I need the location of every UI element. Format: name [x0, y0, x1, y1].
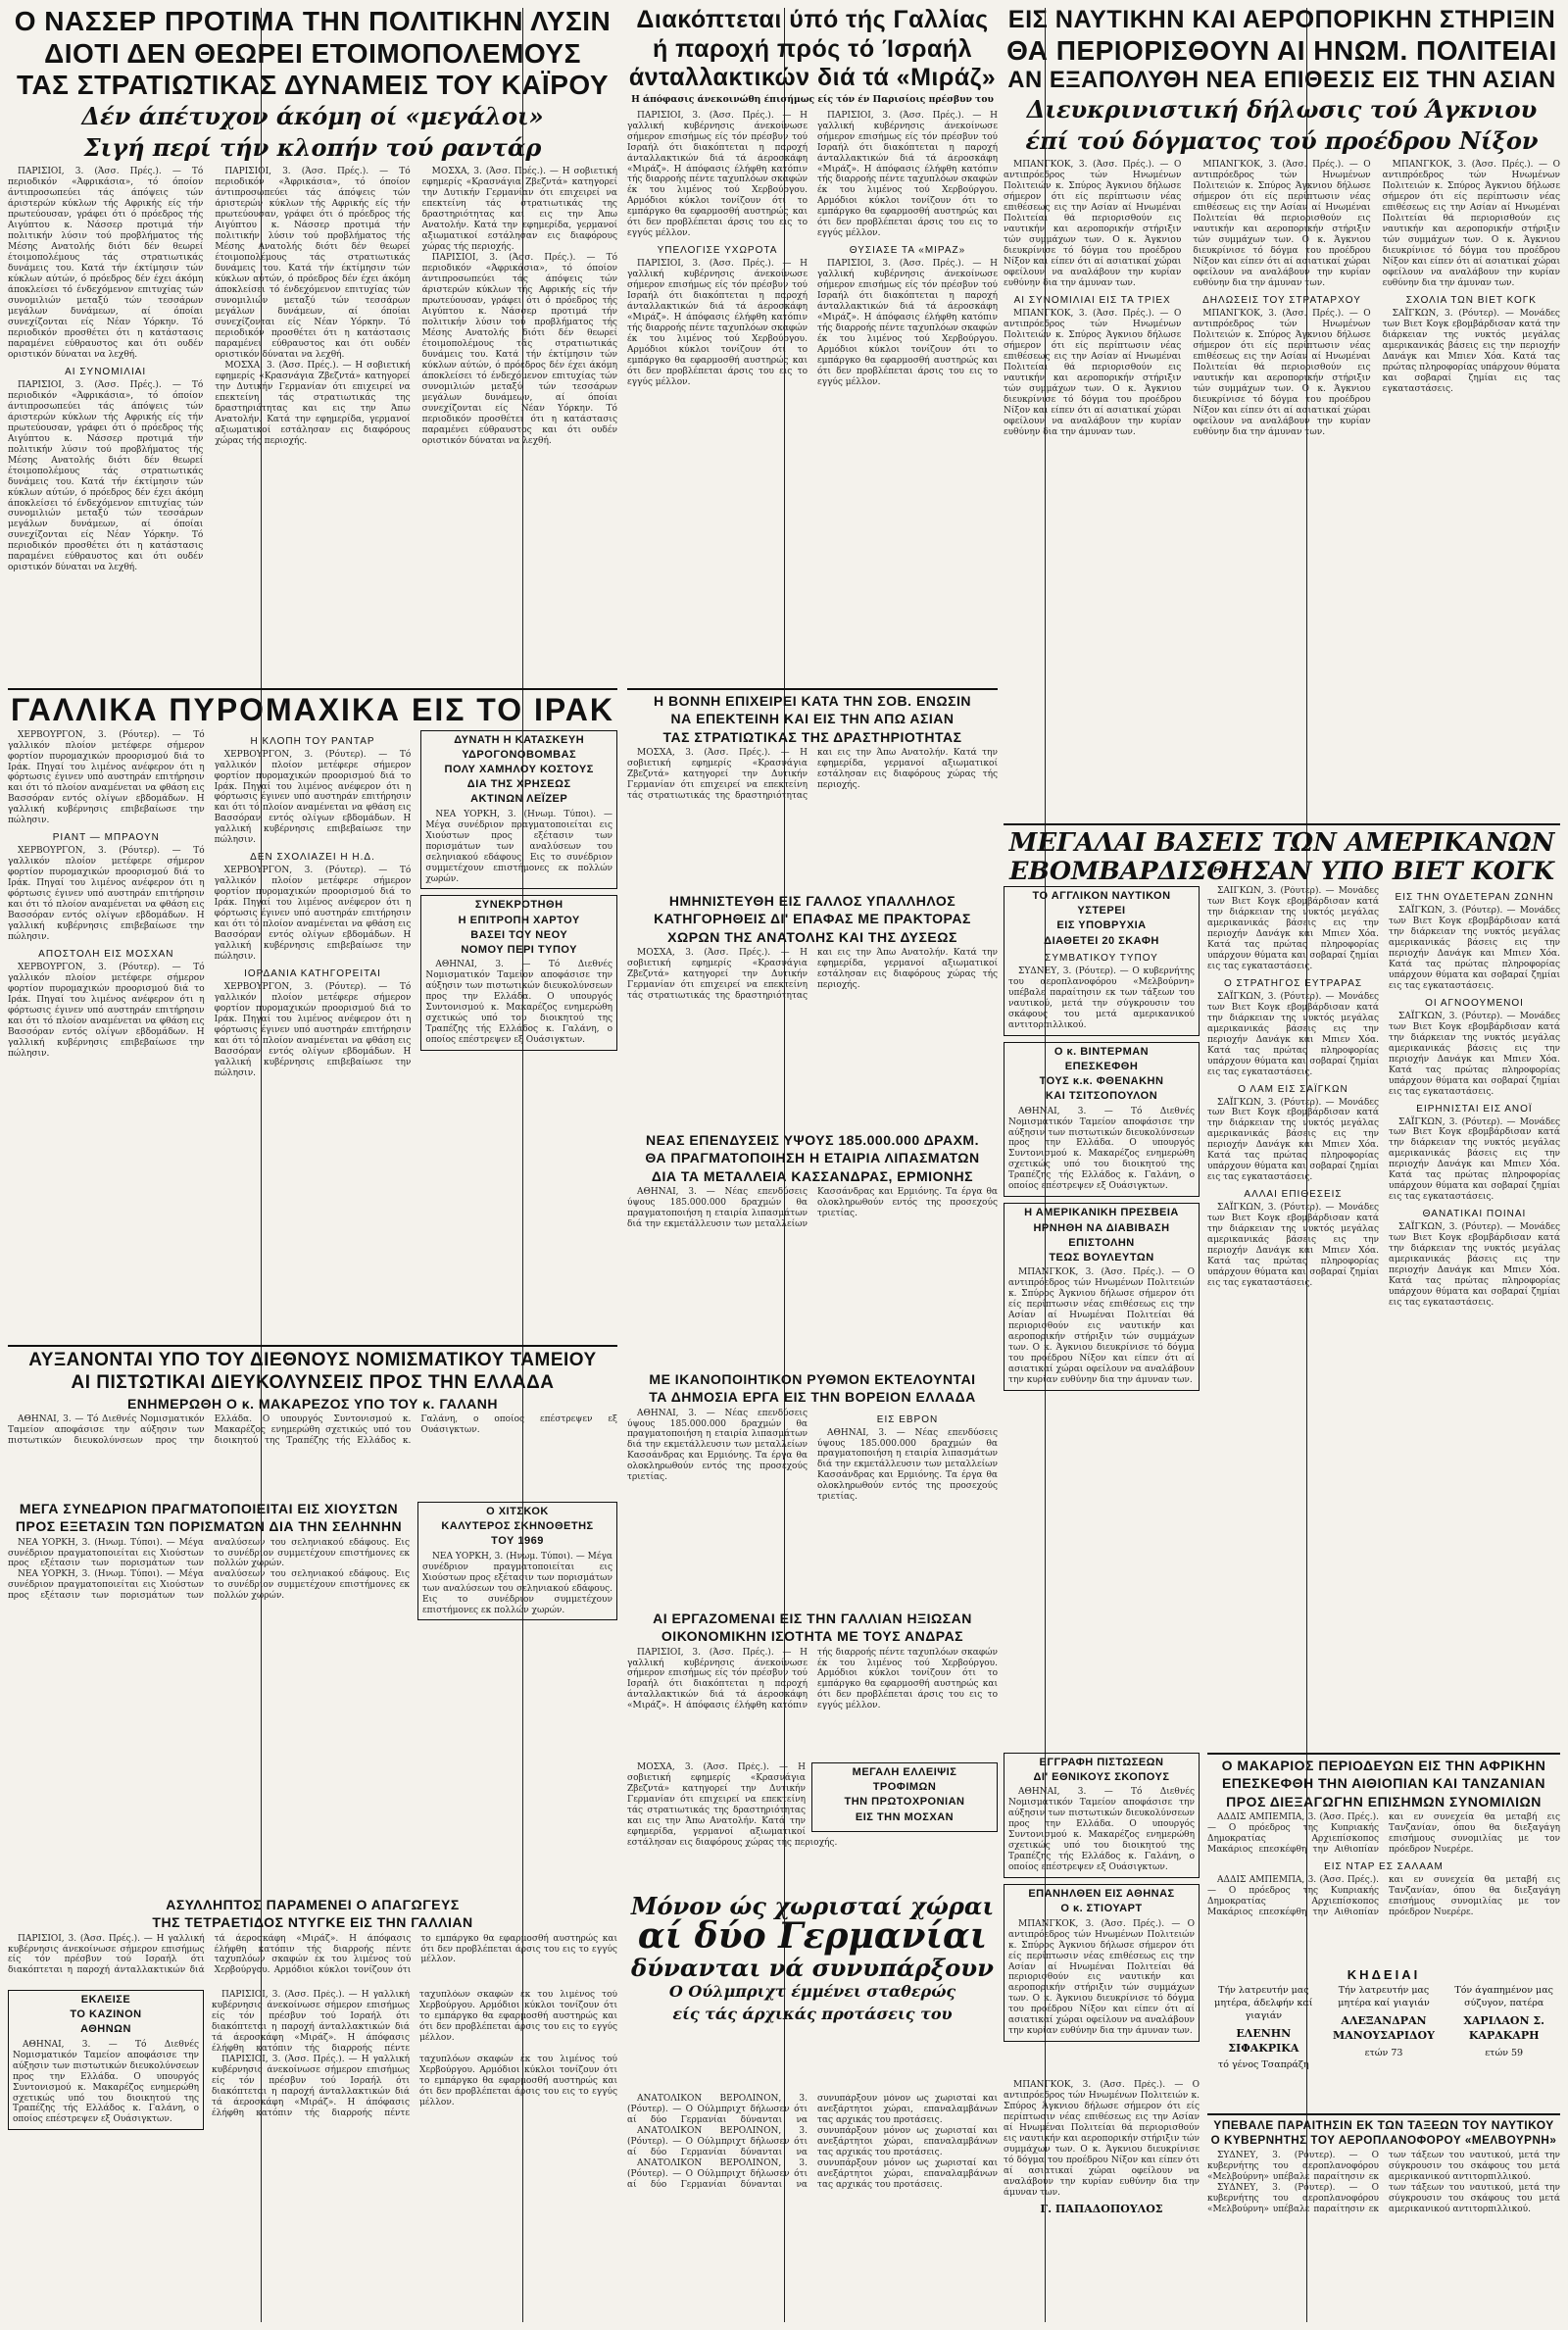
headline-vietcong-1: ΜΕΓΑΛΑΙ ΒΑΣΕΙΣ ΤΩΝ ΑΜΕΡΙΚΑΝΩΝ [1008, 829, 1555, 858]
article-text: ΣΑΪΓΚΩΝ, 3. (Ρόυτερ). — Μονάδες των Βιετ Κογκ εβομβάρδισαν κατά την διάρκειαν της νυκτός μεγάλας αμερικανικάς βάσεις εις την περιοχήν Δανάγκ και Μπιεν Χόα. Κατά τας πρώτας πληροφορίας υπάρχουν θύματα και σοβαραί ζημίαι εις τας εγκαταστάσεις. [1207, 886, 1379, 971]
headline-germany-3: δύνανται νά συνυπάρξουν [631, 1954, 994, 1983]
divider [1207, 2113, 1560, 2115]
section-kicker: ΟΙ ΑΓΝΟΟΥΜΕΝΟΙ [1425, 997, 1524, 1009]
headline-bonn-3: ΤΑΣ ΣΤΡΑΤΙΩΤΙΚΑΣ ΤΗΣ ΔΡΑΣΤΗΡΙΟΤΗΤΑΣ [662, 728, 962, 745]
section-kicker: ΕΙΣ ΕΒΡΟΝ [876, 1413, 939, 1425]
headline-kidnap-2: ΤΗΣ ΤΕΤΡΑΕΤΙΔΟΣ ΝΤΥΓΚΕ ΕΙΣ ΤΗΝ ΓΑΛΛΙΑΝ [152, 1914, 473, 1931]
article-text: ΣΑΪΓΚΩΝ, 3. (Ρόυτερ). — Μονάδες των Βιετ Κογκ εβομβάρδισαν κατά την διάρκειαν της νυκτός μεγάλας αμερικανικάς βάσεις εις την περιοχήν Δανάγκ και Μπιεν Χόα. Κατά τας πρώτας πληροφορίας υπάρχουν θύματα και σοβαραί ζημίαι εις τας εγκαταστάσεις. [1207, 1097, 1379, 1183]
section-kicker: ΥΠΕΛΟΓΙΣΕ ΥΧΩΡΟΤΑ [657, 245, 778, 257]
headline-kidnap-1: ΑΣΥΛΛΗΠΤΟΣ ΠΑΡΑΜΕΝΕΙ Ο ΑΠΑΓΩΓΕΥΣ [166, 1898, 460, 1912]
obituary-name: ΑΛΕΞΑΝΔΡΑΝ ΜΑΝΟΥΣΑΡΙΔΟΥ [1333, 2013, 1435, 2042]
headline-mirage-3: άνταλλακτικών διά τά «Μιράζ» [628, 64, 997, 91]
article-text: ΧΕΡΒΟΥΡΓΟΝ, 3. (Ρόυτερ). — Τό γαλλικόν πλοίον μετέφερε σήμερον φορτίον πυρομαχικών προορισμού διά το Ιράκ. Πηγαί του λιμένος ανέφερον ότι η φόρτωσις έγινεν υπό αυστηράν επιτήρησιν και ότι τό πλοίον αναμένεται να φθάση εις Βασσόραν εντός ολίγων εβδομάδων. Η γαλλική κυβέρνησις επιβεβαίωσε την πώλησιν. [8, 846, 205, 943]
section-kicker: ΕΙΡΗΝΙΣΤΑΙ ΕΙΣ ΑΝΟΪ [1416, 1103, 1533, 1115]
article-text: ΑΝΑΤΟΛΙΚΟΝ ΒΕΡΟΛΙΝΟΝ, 3. (Ρόυτερ). — Ο Ούλμπριχτ δήλωσεν ότι αί δύο Γερμανίαι δύνανται να συνυπάρξουν μόνον ως χωρισταί και ανεξάρτητοι χώραι, επαναλαμβάνων τας αρχικάς του προτάσεις. [627, 2157, 998, 2190]
article-text: ΝΕΑ ΥΟΡΚΗ, 3. (Ηνωμ. Τύποι). — Μέγα συνέδριον πραγματοποιείται εις Χιούστων προς εξέτασιν των πορισμάτων των αναλύσεων του σεληνιακού εδάφους. Εις το συνέδριον συμμετέχουν επιστήμονες εκ πολλών χωρών. [8, 1537, 410, 1569]
obituary-2 [1328, 1985, 1441, 2072]
headline-iraq: ΓΑΛΛΙΚΑ ΠΥΡΟΜΑΧΙΚΑ ΕΙΣ ΤΟ ΙΡΑΚ [11, 694, 614, 727]
article-text: ΠΑΡΙΣΙΟΙ, 3. (Άσσ. Πρές.). — Η γαλλική κυβέρνησις άνεκοίνωσε σήμερον επισήμως είς τόν πρέσβυν τού Ισραήλ ότι διακόπτεται η παροχή άνταλλακτικών διά τά άεροσκάφη «Μιράζ». Η άπόφασις έλήφθη κατόπιν τής διαρροής πέντε ταχυπλόων σκαφών έκ του λιμένος τού Χερβούργου. Αρμόδιοι κύκλοι τονίζουν ότι το εμπάργκο θα εφαρμοσθή αυστηρώς και ότι δεν προβλέπεται άρσις του εις το εγγύς μέλλον. [627, 1647, 998, 1711]
headline-hitchcock-3: ΤΟΥ 1969 [491, 1535, 544, 1548]
article-text: ΧΕΡΒΟΥΡΓΟΝ, 3. (Ρόυτερ). — Τό γαλλικόν πλοίον μετέφερε σήμερον φορτίον πυρομαχικών προορισμού διά το Ιράκ. Πηγαί του λιμένος ανέφερον ότι η φόρτωσις έγινεν υπό αυστηράν επιτήρησιν και ότι τό πλοίον αναμένεται να φθάση εις Βασσόραν εντός ολίγων εβδομάδων. Η γαλλική κυβέρνησις επιβεβαίωσε την πώλησιν. [8, 729, 205, 826]
obituary-note: τό γένος Τσαπράζη [1217, 2059, 1309, 2071]
subheadline-mirage: Η άπόφασις άνεκοινώθη έπισήμως είς τόν έν Παρισίοις πρέσβυν του [631, 93, 994, 105]
article-text: ΜΠΑΝΓΚΟΚ, 3. (Άσσ. Πρές.). — Ο αντιπρόεδρος τών Ηνωμένων Πολιτειών κ. Σπύρος Άγκνιου δήλωσε σήμερον ότι είς περίπτωσιν νέας επιθέσεως εις την Ασίαν αί Ηνωμέναι Πολιτείαι θά περιορισθούν εις ναυτικήν και αεροπορικήν στήριξιν τών συμμάχων των. Ο κ. Άγκνιου διευκρίνισε τό δόγμα του προέδρου Νίξον και είπεν ότι αί ασιατικαί χώραι οφείλουν να αναλάβουν την κυρίαν ευθύνην δια την άμυναν των. [1193, 309, 1371, 437]
section-kicker: Ο ΣΤΡΑΤΗΓΟΣ ΕΥΤΡΑΡΑΣ [1223, 977, 1363, 989]
divider [8, 1345, 617, 1347]
headline-nasser-3: ΤΑΣ ΣΤΡΑΤΙΩΤΙΚΑΣ ΔΥΝΑΜΕΙΣ ΤΟΥ ΚΑΪΡΟΥ [16, 70, 610, 101]
story-navy-col [1004, 886, 1200, 1749]
article-text: ΑΔΔΙΣ ΑΜΠΕΜΠΑ, 3. (Άσσ. Πρές.). — Ο πρόεδρος της Κυπριακής Δημοκρατίας Αρχιεπίσκοπος Μακάριος επεσκέφθη την Αιθιοπίαν και εν συνεχεία θα μεταβή εις Τανζανίαν, όπου θα διεξαγάγη επισήμους συνομιλίας με τον πρόεδρον Νυερέρε. [1207, 1811, 1560, 1855]
subheadline-nasser-1: Δέν άπέτυχον άκόμη οί «μεγάλοι» [81, 101, 544, 130]
obituary-note: ετών 73 [1364, 2047, 1403, 2058]
article-text: ΠΑΡΙΣΙΟΙ, 3. (Άσσ. Πρές.). — Η γαλλική κυβέρνησις άνεκοίνωσε σήμερον επισήμως είς τόν πρέσβυν τού Ισραήλ ότι διακόπτεται η παροχή άνταλλακτικών διά τά άεροσκάφη «Μιράζ». Η άπόφασις έλήφθη κατόπιν τής διαρροής πέντε ταχυπλόων σκαφών έκ του λιμένος τού Χερβούργου. Αρμόδιοι κύκλοι τονίζουν ότι το εμπάργκο θα εφαρμοσθή αυστηρώς και ότι δεν προβλέπεται άρσις του εις το εγγύς μέλλον. [627, 259, 808, 387]
article-text: ΠΑΡΙΣΙΟΙ, 3. (Άσσ. Πρές.). — Η γαλλική κυβέρνησις άνεκοίνωσε σήμερον επισήμως είς τόν πρέσβυν τού Ισραήλ ότι διακόπτεται η παροχή άνταλλακτικών διά τά άεροσκάφη «Μιράζ». Η άπόφασις έλήφθη κατόπιν τής διαρροής πέντε ταχυπλόων σκαφών έκ του λιμένος τού Χερβούργου. Αρμόδιοι κύκλοι τονίζουν ότι το εμπάργκο θα εφαρμοσθή αυστηρώς και ότι δεν προβλέπεται άρσις του εις το εγγύς μέλλον. [627, 110, 808, 239]
headline-bonn-1: Η ΒΟΝΝΗ ΕΠΙΧΕΙΡΕΙ ΚΑΤΑ ΤΗΝ ΣΟΒ. ΕΝΩΣΙΝ [653, 694, 972, 709]
headline-naval-2: ΘΑ ΠΕΡΙΟΡΙΣΘΟΥΝ ΑΙ ΗΝΩΜ. ΠΟΛΙΤΕΙΑΙ [1006, 34, 1557, 66]
section-kicker: ΣΥΜΒΑΤΙΚΟΥ ΤΥΠΟΥ [1045, 952, 1158, 964]
headline-moon-2: ΠΡΟΣ ΕΞΕΤΑΣΙΝ ΤΩΝ ΠΟΡΙΣΜΑΤΩΝ ΔΙΑ ΤΗΝ ΣΕΛΗΝΗΝ [15, 1518, 403, 1535]
guarantees-box [1004, 1753, 1200, 1878]
subheadline-naval-1: Διευκρινιστική δήλωσις τού Άγκνιου [1026, 94, 1538, 124]
headline-frost-1: ΜΕΓΑΛΗ ΕΛΛΕΙΨΙΣ [852, 1766, 957, 1778]
navy-box [1004, 886, 1200, 1036]
casino-box [8, 1990, 204, 2130]
article-text: ΑΘΗΝΑΙ, 3. — Τό Διεθνές Νομισματικόν Ταμείον αποφάσισε την αύξησιν των πιστωτικών διευκολύνσεων προς την Ελλάδα. Ο υπουργός Συντονισμού κ. Μακαρέζος ενημερώθη σχετικώς υπό του διοικητού της Τραπέζης τής Ελλάδος κ. Γαλάνη, ο οποίος επέστρεψεν εξ Ουάσιγκτων. [425, 960, 613, 1046]
story-germany-body [627, 2094, 998, 2323]
article-text: ΠΑΡΙΣΙΟΙ, 3. (Άσσ. Πρές.). — Η γαλλική κυβέρνησις άνεκοίνωσε σήμερον επισήμως είς τόν πρέσβυν τού Ισραήλ ότι διακόπτεται η παροχή άνταλλακτικών διά τά άεροσκάφη «Μιράζ». Η άπόφασις έλήφθη κατόπιν τής διαρροής πέντε ταχυπλόων σκαφών έκ του λιμένος τού Χερβούργου. Αρμόδιοι κύκλοι τονίζουν ότι το εμπάργκο θα εφαρμοσθή αυστηρώς και ότι δεν προβλέπεται άρσις του εις το εγγύς μέλλον. [212, 1990, 617, 2054]
story-nasser [8, 8, 617, 684]
article-text: ΣΑΪΓΚΩΝ, 3. (Ρόυτερ). — Μονάδες των Βιετ Κογκ εβομβάρδισαν κατά την διάρκειαν της νυκτός μεγάλας αμερικανικάς βάσεις εις την περιοχήν Δανάγκ και Μπιεν Χόα. Κατά τας πρώτας πληροφορίας υπάρχουν θύματα και σοβαραί ζημίαι εις τας εγκαταστάσεις. [1389, 1011, 1560, 1097]
article-text: ΠΑΡΙΣΙΟΙ, 3. (Άσσ. Πρές.). — Η γαλλική κυβέρνησις άνεκοίνωσε σήμερον επισήμως είς τόν πρέσβυν τού Ισραήλ ότι διακόπτεται η παροχή άνταλλακτικών διά τά άεροσκάφη «Μιράζ». Η άπόφασις έλήφθη κατόπιν τής διαρροής πέντε ταχυπλόων σκαφών έκ του λιμένος τού Χερβούργου. Αρμόδιοι κύκλοι τονίζουν ότι το εμπάργκο θα εφαρμοσθή αυστηρώς και ότι δεν προβλέπεται άρσις του εις το εγγύς μέλλον. [817, 110, 998, 239]
frost-box [811, 1762, 998, 1832]
article-text: ΑΘΗΝΑΙ, 3. — Τό Διεθνές Νομισματικόν Ταμείον αποφάσισε την αύξησιν των πιστωτικών διευκολύνσεων προς την Ελλάδα. Ο υπουργός Συντονισμού κ. Μακαρέζος ενημερώθη σχετικώς υπό του διοικητού της Τραπέζης τής Ελλάδος κ. Γαλάνη, ο οποίος επέστρεψεν εξ Ουάσιγκτων. [13, 2039, 199, 2125]
headline-laser-4: ΔΙΑ ΤΗΣ ΧΡΗΣΕΩΣ [466, 778, 571, 791]
headline-mirage-2: ή παροχή πρός τό Ίσραήλ [652, 34, 973, 63]
headline-paper-1: ΣΥΝΕΚΡΟΤΗΘΗ [474, 899, 564, 912]
article-text: ΜΠΑΝΓΚΟΚ, 3. (Άσσ. Πρές.). — Ο αντιπρόεδρος τών Ηνωμένων Πολιτειών κ. Σπύρος Άγκνιου δήλωσε σήμερον ότι είς περίπτωσιν νέας επιθέσεως εις την Ασίαν αί Ηνωμέναι Πολιτείαι θά περιορισθούν εις ναυτικήν και αεροπορικήν στήριξιν τών συμμάχων των. Ο κ. Άγκνιου διευκρίνισε τό δόγμα του προέδρου Νίξον και είπεν ότι αί ασιατικαί χώραι οφείλουν να αναλάβουν την κυρίαν ευθύνην δια την άμυναν των. [1004, 2080, 1200, 2198]
headline-guarantees-1: ΕΓΓΡΑΦΗ ΠΙΣΤΩΣΕΩΝ [1039, 1757, 1164, 1768]
headline-french-2: ΚΑΤΗΓΟΡΗΘΕΙΣ ΔΙ' ΕΠΑΦΑΣ ΜΕ ΠΡΑΚΤΟΡΑΣ [654, 911, 971, 927]
article-text: ΜΠΑΝΓΚΟΚ, 3. (Άσσ. Πρές.). — Ο αντιπρόεδρος τών Ηνωμένων Πολιτειών κ. Σπύρος Άγκνιου δήλωσε σήμερον ότι είς περίπτωσιν νέας επιθέσεως εις την Ασίαν αί Ηνωμέναι Πολιτείαι θά περιορισθούν εις ναυτικήν και αεροπορικήν στήριξιν τών συμμάχων των. Ο κ. Άγκνιου διευκρίνισε τό δόγμα του προέδρου Νίξον και είπεν ότι αί ασιατικαί χώραι οφείλουν να αναλάβουν την κυρίαν ευθύνην δια την άμυναν των. [1008, 1267, 1195, 1385]
headline-navy-1: ΤΟ ΑΓΓΛΙΚΟΝ ΝΑΥΤΙΚΟΝ [1032, 890, 1171, 902]
signature: Γ. ΠΑΠΑΔΟΠΟΥΛΟΣ [1040, 2202, 1163, 2215]
headline-frost-4: ΕΙΣ ΤΗΝ ΜΟΣΧΑΝ [855, 1810, 955, 1823]
obituary-name: ΧΑΡΙΛΑΟΝ Σ. ΚΑΡΑΚΑΡΗ [1463, 2013, 1544, 2042]
article-text: ΜΟΣΧΑ, 3. (Άσσ. Πρές.). — Η σοβιετική εφημερίς «Κρασνάγια Ζβεζντά» κατηγορεί την Δυτικήν Γερμανίαν ότι επιχειρεί να επεκτείνη τάς στρατιωτικάς της δραστηριότητας και εις την Άπω Ανατολήν. Κατά την εφημερίδα, γερμανοί αξιωματικοί εστάλησαν εις διαφόρους χώρας τής περιοχής. [627, 747, 998, 801]
article-text: ΠΑΡΙΣΙΟΙ, 3. (Άσσ. Πρές.). — Τό περιοδικόν «Άφρικάσια», τό όποίον άντιπροσωπεύει τάς άπόψεις τών άριστερών κύκλων τής Αφρικής είς τήν πρωτεύουσαν, γράφει ότι ό πρόεδρος τής Αιγύπτου κ. Νάσσερ προτιμά τήν πολιτικήν λύσιν τού προβλήματος τής Μέσης Ανατολής διότι δέν θεωρεί έτοιμοπολέμους τάς στρατιωτικάς δυνάμεις του. Κατά τήν έκτίμησιν τών κύκλων αύτών, ό πρόεδρος δέν έχει άκόμη άποκλείσει τό ένδεχόμενον επιτυχίας τών συνομιλιών μεταξύ τών τεσσάρων μεγάλων δυνάμεων, αί όποίαι συνεχίζονται είς Νέαν Υόρκην. Τό περιοδικόν προσθέτει ότι η κατάστασις παραμένει εύθραυστος και ότι ουδέν οριστικόν δύναται να λεχθή. [8, 379, 204, 573]
section-kicker: ΡΙΑΝΤ — ΜΠΡΑΟΥΝ [52, 832, 160, 844]
headline-hitchcock-2: ΚΑΛΥΤΕΡΟΣ ΣΚΗΝΟΘΕΤΗΣ [441, 1520, 594, 1533]
story-makarios [1207, 1759, 1560, 1964]
article-text: ΜΠΑΝΓΚΟΚ, 3. (Άσσ. Πρές.). — Ο αντιπρόεδρος τών Ηνωμένων Πολιτειών κ. Σπύρος Άγκνιου δήλωσε σήμερον ότι είς περίπτωσιν νέας επιθέσεως εις την Ασίαν αί Ηνωμέναι Πολιτείαι θά περιορισθούν εις ναυτικήν και αεροπορικήν στήριξιν τών συμμάχων των. Ο κ. Άγκνιου διευκρίνισε τό δόγμα του προέδρου Νίξον και είπεν ότι αί ασιατικαί χώραι οφείλουν να αναλάβουν την κυρίαν ευθύνην δια την άμυναν των. [1008, 1918, 1195, 2037]
divider [627, 688, 998, 690]
embassy-box [1004, 1203, 1200, 1391]
headline-nasser-2: ΔΙΟΤΙ ΔΕΝ ΘΕΩΡΕΙ ΕΤΟΙΜΟΠΟΛΕΜΟΥΣ [44, 37, 581, 69]
section-kicker: ΘΥΣΙΑΣΕ ΤΑ «ΜΙΡΑΖ» [849, 245, 966, 257]
headline-french-3: ΧΩΡΩΝ ΤΗΣ ΑΝΑΤΟΛΗΣ ΚΑΙ ΤΗΣ ΔΥΣΕΩΣ [667, 928, 957, 945]
article-text: ΠΑΡΙΣΙΟΙ, 3. (Άσσ. Πρές.). — Τό περιοδικόν «Άφρικάσια», τό όποίον άντιπροσωπεύει τάς άπόψεις τών άριστερών κύκλων τής Αφρικής είς τήν πρωτεύουσαν, γράφει ότι ό πρόεδρος τής Αιγύπτου κ. Νάσσερ προτιμά τήν πολιτικήν λύσιν τού προβλήματος τής Μέσης Ανατολής διότι δέν θεωρεί έτοιμοπολέμους τάς στρατιωτικάς δυνάμεις του. Κατά τήν έκτίμησιν τών κύκλων αύτών, ό πρόεδρος δέν έχει άκόμη άποκλείσει τό ένδεχόμενον επιτυχίας τών συνομιλιών μεταξύ τών τεσσάρων μεγάλων δυνάμεων, αί όποίαι συνεχίζονται είς Νέαν Υόρκην. Τό περιοδικόν προσθέτει ότι η κατάστασις παραμένει εύθραυστος και ότι ουδέν οριστικόν δύναται να λεχθή. [215, 167, 411, 360]
article-text: ΣΑΪΓΚΩΝ, 3. (Ρόυτερ). — Μονάδες των Βιετ Κογκ εβομβάρδισαν κατά την διάρκειαν της νυκτός μεγάλας αμερικανικάς βάσεις εις την περιοχήν Δανάγκ και Μπιεν Χόα. Κατά τας πρώτας πληροφορίας υπάρχουν θύματα και σοβαραί ζημίαι εις τας εγκαταστάσεις. [1207, 1203, 1379, 1289]
story-resignation [1207, 2119, 1560, 2323]
obituary-intro: Τήν λατρευτήν μας μητέρα, άδελφήν καί γιαγιάν [1214, 1985, 1313, 2021]
section-kicker: ΣΧΟΛΙΑ ΤΩΝ ΒΙΕΤ ΚΟΓΚ [1405, 295, 1537, 307]
headline-frost-2: ΤΡΟΦΙΜΩΝ [872, 1781, 937, 1794]
laser-box [420, 730, 617, 890]
headline-laser-2: ΥΔΡΟΓΟΝΟΒΟΜΒΑΣ [462, 748, 577, 761]
headline-naval-3: ΑΝ ΕΞΑΠΟΛΥΘΗ ΝΕΑ ΕΠΙΘΕΣΙΣ ΕΙΣ ΤΗΝ ΑΣΙΑΝ [1007, 67, 1556, 94]
article-text: ΣΥΔΝΕΥ, 3. (Ρόυτερ). — Ο κυβερνήτης του αεροπλανοφόρου «Μελβούρνη» υπέβαλε παραίτησιν εκ των τάξεων του ναυτικού, μετά την σύγκρουσιν του σκάφους του μετά αμερικανικού αντιτορπιλλικού. [1207, 2151, 1560, 2183]
paper-committee-box [420, 895, 617, 1051]
article-text: ΜΟΣΧΑ, 3. (Άσσ. Πρές.). — Η σοβιετική εφημερίς «Κρασνάγια Ζβεζντά» κατηγορεί την Δυτικήν Γερμανίαν ότι επιχειρεί να επεκτείνη τάς στρατιωτικάς της δραστηριότητας και εις την Άπω Ανατολήν. Κατά την εφημερίδα, γερμανοί αξιωματικοί εστάλησαν εις διαφόρους χώρας τής περιοχής. [215, 360, 411, 446]
story-investment [627, 1133, 998, 1368]
article-text: ΑΘΗΝΑΙ, 3. — Νέας επενδύσεις ύψους 185.000.000 δραχμών θα πραγματοποιήση η εταιρία λιπασμάτων διά την εκμετάλλευσιν των μεταλλείων Κασσάνδρας και Ερμιόνης. Τα έργα θα ολοκληρωθούν εντός της προσεχούς τριετίας. [627, 1408, 808, 1483]
headline-germany-1: Μόνον ώς χωρισταί χώραι [630, 1894, 995, 1920]
headline-mirage-1: Διακόπτεται ύπό τής Γαλλίας [636, 8, 989, 33]
article-text: ΣΑΪΓΚΩΝ, 3. (Ρόυτερ). — Μονάδες των Βιετ Κογκ εβομβάρδισαν κατά την διάρκειαν της νυκτός μεγάλας αμερικανικάς βάσεις εις την περιοχήν Δανάγκ και Μπιεν Χόα. Κατά τας πρώτας πληροφορίας υπάρχουν θύματα και σοβαραί ζημίαι εις τας εγκαταστάσεις. [1389, 1116, 1560, 1203]
obituaries-heading: ΚΗΔΕΙΑΙ [1347, 1968, 1421, 1982]
headline-paper-4: ΝΟΜΟΥ ΠΕΡΙ ΤΥΠΟΥ [461, 944, 577, 957]
story-kidnap-cont [212, 1990, 617, 2323]
headline-makarios-1: Ο ΜΑΚΑΡΙΟΣ ΠΕΡΙΟΔΕΥΩΝ ΕΙΣ ΤΗΝ ΑΦΡΙΚΗΝ [1221, 1759, 1546, 1773]
headline-winterman-1: Ο κ. ΒΙΝΤΕΡΜΑΝ [1054, 1045, 1150, 1058]
headline-women-2: ΟΙΚΟΝΟΜΙΚΗΝ ΙΣΟΤΗΤΑ ΜΕ ΤΟΥΣ ΑΝΔΡΑΣ [661, 1628, 964, 1645]
article-text: ΜΠΑΝΓΚΟΚ, 3. (Άσσ. Πρές.). — Ο αντιπρόεδρος τών Ηνωμένων Πολιτειών κ. Σπύρος Άγκνιου δήλωσε σήμερον ότι είς περίπτωσιν νέας επιθέσεως εις την Ασίαν αί Ηνωμέναι Πολιτείαι θά περιορισθούν εις ναυτικήν και αεροπορικήν στήριξιν τών συμμάχων των. Ο κ. Άγκνιου διευκρίνισε τό δόγμα του προέδρου Νίξον και είπεν ότι αί ασιατικαί χώραι οφείλουν να αναλάβουν την κυρίαν ευθύνην δια την άμυναν των. [1382, 160, 1560, 289]
headline-embassy-4: ΤΕΩΣ ΒΟΥΛΕΥΤΩΝ [1049, 1251, 1154, 1264]
story-moscow-frost [627, 1762, 998, 1890]
headline-resignation-2: Ο ΚΥΒΕΡΝΗΤΗΣ ΤΟΥ ΑΕΡΟΠΛΑΝΟΦΟΡΟΥ «ΜΕΛΒΟΥΡΝΗ» [1210, 2134, 1557, 2148]
story-signature [1004, 2080, 1200, 2323]
article-text: ΣΑΪΓΚΩΝ, 3. (Ρόυτερ). — Μονάδες των Βιετ Κογκ εβομβάρδισαν κατά την διάρκειαν της νυκτός μεγάλας αμερικανικάς βάσεις εις την περιοχήν Δανάγκ και Μπιεν Χόα. Κατά τας πρώτας πληροφορίας υπάρχουν θύματα και σοβαραί ζημίαι εις τας εγκαταστάσεις. [1389, 1222, 1560, 1309]
headline-laser-5: ΑΚΤΙΝΩΝ ΛΕΪΖΕΡ [470, 793, 568, 806]
article-text: ΑΝΑΤΟΛΙΚΟΝ ΒΕΡΟΛΙΝΟΝ, 3. (Ρόυτερ). — Ο Ούλμπριχτ δήλωσεν ότι αί δύο Γερμανίαι δύνανται να συνυπάρξουν μόνον ως χωρισταί και ανεξάρτητοι χώραι, επαναλαμβάνων τας αρχικάς του προτάσεις. [627, 2125, 998, 2157]
headline-imf-2: ΑΙ ΠΙΣΤΩΤΙΚΑΙ ΔΙΕΥΚΟΛΥΝΣΕΙΣ ΠΡΟΣ ΤΗΝ ΕΛΛΑΔΑ [71, 1372, 555, 1394]
story-mirage [627, 8, 998, 684]
story-imf [8, 1351, 617, 1498]
article-text: ΧΕΡΒΟΥΡΓΟΝ, 3. (Ρόυτερ). — Τό γαλλικόν πλοίον μετέφερε σήμερον φορτίον πυρομαχικών προορισμού διά το Ιράκ. Πηγαί του λιμένος ανέφερον ότι η φόρτωσις έγινεν υπό αυστηράν επιτήρησιν και ότι τό πλοίον αναμένεται να φθάση εις Βασσόραν εντός ολίγων εβδομάδων. Η γαλλική κυβέρνησις επιβεβαίωσε την πώλησιν. [214, 866, 412, 963]
headline-works-2: ΤΑ ΔΗΜΟΣΙΑ ΕΡΓΑ ΕΙΣ ΤΗΝ ΒΟΡΕΙΟΝ ΕΛΛΑΔΑ [649, 1389, 976, 1406]
headline-stuart-2: Ο κ. ΣΤΙΟΥΑΡΤ [1060, 1903, 1143, 1915]
article-text: ΑΝΑΤΟΛΙΚΟΝ ΒΕΡΟΛΙΝΟΝ, 3. (Ρόυτερ). — Ο Ούλμπριχτ δήλωσεν ότι αί δύο Γερμανίαι δύνανται να συνυπάρξουν μόνον ως χωρισταί και ανεξάρτητοι χώραι, επαναλαμβάνων τας αρχικάς του προτάσεις. [627, 2094, 998, 2125]
subheadline-naval-2: έπί τού δόγματος τού προέδρου Νίξον [1025, 126, 1539, 156]
article-text: ΜΠΑΝΓΚΟΚ, 3. (Άσσ. Πρές.). — Ο αντιπρόεδρος τών Ηνωμένων Πολιτειών κ. Σπύρος Άγκνιου δήλωσε σήμερον ότι είς περίπτωσιν νέας επιθέσεως εις την Ασίαν αί Ηνωμέναι Πολιτείαι θά περιορισθούν εις ναυτικήν και αεροπορικήν στήριξιν τών συμμάχων των. Ο κ. Άγκνιου διευκρίνισε τό δόγμα του προέδρου Νίξον και είπεν ότι αί ασιατικαί χώραι οφείλουν να αναλάβουν την κυρίαν ευθύνην δια την άμυναν των. [1193, 160, 1371, 289]
headline-naval-1: ΕΙΣ ΝΑΥΤΙΚΗΝ ΚΑΙ ΑΕΡΟΠΟΡΙΚΗΝ ΣΤΗΡΙΞΙΝ [1007, 8, 1556, 33]
article-text: ΠΑΡΙΣΙΟΙ, 3. (Άσσ. Πρές.). — Η γαλλική κυβέρνησις άνεκοίνωσε σήμερον επισήμως είς τόν πρέσβυν τού Ισραήλ ότι διακόπτεται η παροχή άνταλλακτικών διά τά άεροσκάφη «Μιράζ». Η άπόφασις έλήφθη κατόπιν τής διαρροής πέντε ταχυπλόων σκαφών έκ του λιμένος τού Χερβούργου. Αρμόδιοι κύκλοι τονίζουν ότι το εμπάργκο θα εφαρμοσθή αυστηρώς και ότι δεν προβλέπεται άρσις του εις το εγγύς μέλλον. [817, 259, 998, 387]
section-kicker: Ο ΛΑΜ ΕΙΣ ΣΑΪΓΚΩΝ [1238, 1083, 1348, 1095]
obituary-intro: Τόν άγαπημένον μας σύζυγον, πατέρα [1454, 1985, 1553, 2009]
headline-works-1: ΜΕ ΙΚΑΝΟΠΟΙΗΤΙΚΟΝ ΡΥΘΜΟΝ ΕΚΤΕΛΟΥΝΤΑΙ [649, 1372, 976, 1387]
headline-winterman-4: ΚΑΙ ΤΣΙΤΣΟΠΟΥΛΟΝ [1045, 1090, 1158, 1103]
headline-makarios-2: ΕΠΕΣΚΕΦΘΗ ΤΗΝ ΑΙΘΙΟΠΙΑΝ ΚΑΙ ΤΑΝΖΑΝΙΑΝ [1221, 1775, 1546, 1792]
headline-women-1: ΑΙ ΕΡΓΑΖΟΜΕΝΑΙ ΕΙΣ ΤΗΝ ΓΑΛΛΙΑΝ ΗΞΙΩΣΑΝ [653, 1611, 972, 1626]
headline-navy-2: ΥΣΤΕΡΕΙ [1077, 905, 1126, 917]
story-moon [8, 1502, 410, 1894]
divider [1004, 823, 1560, 825]
article-text: ΧΕΡΒΟΥΡΓΟΝ, 3. (Ρόυτερ). — Τό γαλλικόν πλοίον μετέφερε σήμερον φορτίον πυρομαχικών προορισμού διά το Ιράκ. Πηγαί του λιμένος ανέφερον ότι η φόρτωσις έγινεν υπό αυστηράν επιτήρησιν και ότι τό πλοίον αναμένεται να φθάση εις Βασσόραν εντός ολίγων εβδομάδων. Η γαλλική κυβέρνησις επιβεβαίωσε την πώλησιν. [214, 749, 412, 846]
article-text: ΠΑΡΙΣΙΟΙ, 3. (Άσσ. Πρές.). — Τό περιοδικόν «Άφρικάσια», τό όποίον άντιπροσωπεύει τάς άπόψεις τών άριστερών κύκλων τής Αφρικής είς τήν πρωτεύουσαν, γράφει ότι ό πρόεδρος τής Αιγύπτου κ. Νάσσερ προτιμά τήν πολιτικήν λύσιν τού προβλήματος τής Μέσης Ανατολής διότι δέν θεωρεί έτοιμοπολέμους τάς στρατιωτικάς δυνάμεις του. Κατά τήν έκτίμησιν τών κύκλων αύτών, ό πρόεδρος δέν έχει άκόμη άποκλείσει τό ένδεχόμενον επιτυχίας τών συνομιλιών μεταξύ τών τεσσάρων μεγάλων δυνάμεων, αί όποίαι συνεχίζονται είς Νέαν Υόρκην. Τό περιοδικόν προσθέτει ότι η κατάστασις παραμένει εύθραυστος και ότι ουδέν οριστικόν δύναται να λεχθή. [8, 167, 204, 360]
headline-casino-2: ΤΟ ΚΑΖΙΝΟΝ [70, 2008, 142, 2021]
headline-frost-3: ΤΗΝ ΠΡΩΤΟΧΡΟΝΙΑΝ [844, 1796, 965, 1809]
article-text: ΣΑΪΓΚΩΝ, 3. (Ρόυτερ). — Μονάδες των Βιετ Κογκ εβομβάρδισαν κατά την διάρκειαν της νυκτός μεγάλας αμερικανικάς βάσεις εις την περιοχήν Δανάγκ και Μπιεν Χόα. Κατά τας πρώτας πληροφορίας υπάρχουν θύματα και σοβαραί ζημίαι εις τας εγκαταστάσεις. [1207, 991, 1379, 1077]
article-text: ΑΘΗΝΑΙ, 3. — Τό Διεθνές Νομισματικόν Ταμείον αποφάσισε την αύξησιν των πιστωτικών διευκολύνσεων προς την Ελλάδα. Ο υπουργός Συντονισμού κ. Μακαρέζος ενημερώθη σχετικώς υπό του διοικητού της Τραπέζης τής Ελλάδος κ. Γαλάνη, ο οποίος επέστρεψεν εξ Ουάσιγκτων. [8, 1414, 617, 1446]
headline-casino-3: ΑΘΗΝΩΝ [80, 2023, 131, 2036]
subheadline-germany-2: είς τάς άρχικάς προτάσεις του [672, 2005, 953, 2024]
story-germany [627, 1894, 998, 2090]
subheadline-nasser-2: Σιγή περί τήν κλοπήν τού ραντάρ [83, 133, 542, 163]
winterman-box [1004, 1042, 1200, 1198]
headline-resignation-1: ΥΠΕΒΑΛΕ ΠΑΡΑΙΤΗΣΙΝ ΕΚ ΤΩΝ ΤΑΞΕΩΝ ΤΟΥ ΝΑΥΤΙΚΟΥ [1213, 2119, 1554, 2132]
article-text: ΜΠΑΝΓΚΟΚ, 3. (Άσσ. Πρές.). — Ο αντιπρόεδρος τών Ηνωμένων Πολιτειών κ. Σπύρος Άγκνιου δήλωσε σήμερον ότι είς περίπτωσιν νέας επιθέσεως εις την Ασίαν αί Ηνωμέναι Πολιτείαι θά περιορισθούν εις ναυτικήν και αεροπορικήν στήριξιν τών συμμάχων των. Ο κ. Άγκνιου διευκρίνισε τό δόγμα του προέδρου Νίξον και είπεν ότι αί ασιατικαί χώραι οφείλουν να αναλάβουν την κυρίαν ευθύνην δια την άμυναν των. [1004, 160, 1182, 289]
subheadline-germany-1: Ο Ούλμπριχτ έμμένει σταθερώς [668, 1981, 956, 2001]
section-kicker: ΘΑΝΑΤΙΚΑΙ ΠΟΙΝΑΙ [1422, 1209, 1527, 1220]
story-obituaries [1207, 1968, 1560, 2109]
story-iraq [8, 694, 617, 1341]
headline-bonn-2: ΝΑ ΕΠΕΚΤΕΙΝΗ ΚΑΙ ΕΙΣ ΤΗΝ ΑΠΩ ΑΣΙΑΝ [670, 711, 955, 727]
article-text: ΠΑΡΙΣΙΟΙ, 3. (Άσσ. Πρές.). — Η γαλλική κυβέρνησις άνεκοίνωσε σήμερον επισήμως είς τόν πρέσβυν τού Ισραήλ ότι διακόπτεται η παροχή άνταλλακτικών διά τά άεροσκάφη «Μιράζ». Η άπόφασις έλήφθη κατόπιν τής διαρροής πέντε ταχυπλόων σκαφών έκ του λιμένος τού Χερβούργου. Αρμόδιοι κύκλοι τονίζουν ότι το εμπάργκο θα εφαρμοσθή αυστηρώς και ότι δεν προβλέπεται άρσις του εις το εγγύς μέλλον. [8, 1933, 617, 1976]
section-kicker: ΑΠΟΣΤΟΛΗ ΕΙΣ ΜΟΣΧΑΝ [38, 949, 174, 961]
subheadline-imf: ΕΝΗΜΕΡΩΘΗ Ο κ. ΜΑΚΑΡΕΖΟΣ ΥΠΟ ΤΟΥ κ. ΓΑΛΑΝΗ [126, 1395, 499, 1412]
headline-invest-2: ΘΑ ΠΡΑΓΜΑΤΟΠΟΙΗΣΗ Η ΕΤΑΙΡΙΑ ΛΙΠΑΣΜΑΤΩΝ [645, 1150, 980, 1166]
headline-moon-1: ΜΕΓΑ ΣΥΝΕΔΡΙΟΝ ΠΡΑΓΜΑΤΟΠΟΙΕΙΤΑΙ ΕΙΣ ΧΙΟΥΣΤΩΝ [19, 1502, 399, 1516]
story-naval [1004, 8, 1560, 821]
headline-paper-3: ΒΑΣΕΙ ΤΟΥ ΝΕΟΥ [470, 928, 568, 941]
headline-guarantees-2: ΔΙ' ΕΘΝΙΚΟΥΣ ΣΚΟΠΟΥΣ [1033, 1771, 1170, 1784]
section-kicker: ΑΙ ΣΥΝΟΜΙΛΙΑΙ [65, 366, 147, 377]
article-text: ΧΕΡΒΟΥΡΓΟΝ, 3. (Ρόυτερ). — Τό γαλλικόν πλοίον μετέφερε σήμερον φορτίον πυρομαχικών προορισμού διά το Ιράκ. Πηγαί του λιμένος ανέφερον ότι η φόρτωσις έγινεν υπό αυστηράν επιτήρησιν και ότι τό πλοίον αναμένεται να φθάση εις Βασσόραν εντός ολίγων εβδομάδων. Η γαλλική κυβέρνησις επιβεβαίωσε την πώλησιν. [214, 982, 412, 1078]
divider [1207, 1753, 1560, 1755]
story-bonn [627, 694, 998, 890]
article-text: ΑΘΗΝΑΙ, 3. — Νέας επενδύσεις ύψους 185.000.000 δραχμών θα πραγματοποιήση η εταιρία λιπασμάτων διά την εκμετάλλευσιν των μεταλλείων Κασσάνδρας και Ερμιόνης. Τα έργα θα ολοκληρωθούν εντός της προσεχούς τριετίας. [627, 1186, 998, 1229]
headline-casino-1: ΕΚΛΕΙΣΕ [80, 1994, 131, 2006]
section-kicker: ΑΛΛΑΙ ΕΠΙΘΕΣΕΙΣ [1244, 1189, 1343, 1201]
story-women [627, 1611, 998, 1759]
headline-nasser-1: Ο ΝΑΣΣΕΡ ΠΡΟΤΙΜΑ ΤΗΝ ΠΟΛΙΤΙΚΗΝ ΛΥΣΙΝ [14, 8, 612, 36]
headline-embassy-3: ΕΠΙΣΤΟΛΗΝ [1068, 1236, 1135, 1249]
section-kicker: ΕΙΣ ΝΤΑΡ ΕΣ ΣΑΛΑΑΜ [1324, 1860, 1444, 1872]
article-text: ΠΑΡΙΣΙΟΙ, 3. (Άσσ. Πρές.). — Η γαλλική κυβέρνησις άνεκοίνωσε σήμερον επισήμως είς τόν πρέσβυν τού Ισραήλ ότι διακόπτεται η παροχή άνταλλακτικών διά τά άεροσκάφη «Μιράζ». Η άπόφασις έλήφθη κατόπιν τής διαρροής πέντε ταχυπλόων σκαφών έκ του λιμένος τού Χερβούργου. Αρμόδιοι κύκλοι τονίζουν ότι το εμπάργκο θα εφαρμοσθή αυστηρώς και ότι δεν προβλέπεται άρσις του εις το εγγύς μέλλον. [212, 2054, 617, 2118]
article-text: ΜΟΣΧΑ, 3. (Άσσ. Πρές.). — Η σοβιετική εφημερίς «Κρασνάγια Ζβεζντά» κατηγορεί την Δυτικήν Γερμανίαν ότι επιχειρεί να επεκτείνη τάς στρατιωτικάς της δραστηριότητας και εις την Άπω Ανατολήν. Κατά την εφημερίδα, γερμανοί αξιωματικοί εστάλησαν εις διαφόρους χώρας τής περιοχής. [627, 1762, 838, 1848]
headline-laser-3: ΠΟΛΥ ΧΑΜΗΛΟΥ ΚΟΣΤΟΥΣ [444, 764, 594, 776]
section-kicker: ΔΕΝ ΣΧΟΛΙΑΖΕΙ Η Η.Δ. [250, 852, 375, 864]
article-text: ΝΕΑ ΥΟΡΚΗ, 3. (Ηνωμ. Τύποι). — Μέγα συνέδριον πραγματοποιείται εις Χιούστων προς εξέτασιν των πορισμάτων των αναλύσεων του σεληνιακού εδάφους. Εις το συνέδριον συμμετέχουν επιστήμονες εκ πολλών χωρών. [8, 1569, 410, 1602]
hitchcock-box [417, 1502, 617, 1620]
article-text: ΑΔΔΙΣ ΑΜΠΕΜΠΑ, 3. (Άσσ. Πρές.). — Ο πρόεδρος της Κυπριακής Δημοκρατίας Αρχιεπίσκοπος Μακάριος επεσκέφθη την Αιθιοπίαν και εν συνεχεία θα μεταβή εις Τανζανίαν, όπου θα διεξαγάγη επισήμους συνομιλίας με τον πρόεδρον Νυερέρε. [1207, 1874, 1560, 1917]
headline-paper-2: Η ΕΠΙΤΡΟΠΗ ΧΑΡΤΟΥ [458, 914, 580, 926]
headline-stuart-1: ΕΠΑΝΗΛΘΕΝ ΕΙΣ ΑΘΗΝΑΣ [1028, 1888, 1175, 1901]
divider [8, 688, 617, 690]
article-text: ΝΕΑ ΥΟΡΚΗ, 3. (Ηνωμ. Τύποι). — Μέγα συνέδριον πραγματοποιείται εις Χιούστων προς εξέτασιν των πορισμάτων των αναλύσεων του σεληνιακού εδάφους. Εις το συνέδριον συμμετέχουν επιστήμονες εκ πολλών χωρών. [422, 1551, 612, 1615]
headline-makarios-3: ΠΡΟΣ ΔΙΕΞΑΓΩΓΗΝ ΕΠΙΣΗΜΩΝ ΣΥΝΟΜΙΛΙΩΝ [1226, 1793, 1542, 1809]
article-text: ΜΟΣΧΑ, 3. (Άσσ. Πρές.). — Η σοβιετική εφημερίς «Κρασνάγια Ζβεζντά» κατηγορεί την Δυτικήν Γερμανίαν ότι επιχειρεί να επεκτείνη τάς στρατιωτικάς της δραστηριότητας και εις την Άπω Ανατολήν. Κατά την εφημερίδα, γερμανοί αξιωματικοί εστάλησαν εις διαφόρους χώρας τής περιοχής. [627, 947, 998, 1001]
headline-hitchcock-1: Ο ΧΙΤΣΚΟΚ [486, 1506, 549, 1517]
headline-germany-2: αί δύο Γερμανίαι [637, 1915, 988, 1958]
obituary-3 [1447, 1985, 1560, 2072]
obituary-1 [1207, 1985, 1320, 2072]
article-text: ΣΑΪΓΚΩΝ, 3. (Ρόυτερ). — Μονάδες των Βιετ Κογκ εβομβάρδισαν κατά την διάρκειαν της νυκτός μεγάλας αμερικανικάς βάσεις εις την περιοχήν Δανάγκ και Μπιεν Χόα. Κατά τας πρώτας πληροφορίας υπάρχουν θύματα και σοβαραί ζημίαι εις τας εγκαταστάσεις. [1389, 906, 1560, 991]
story-hitchcock [417, 1502, 617, 1894]
headline-navy-3: ΕΙΣ ΥΠΟΒΡΥΧΙΑ [1056, 919, 1147, 932]
headline-vietcong-2: ΕΒΟΜΒΑΡΔΙΣΘΗΣΑΝ ΥΠΟ ΒΙΕΤ ΚΟΓΚ [1008, 856, 1555, 882]
article-text: ΣΑΪΓΚΩΝ, 3. (Ρόυτερ). — Μονάδες των Βιετ Κογκ εβομβάρδισαν κατά την διάρκειαν της νυκτός μεγάλας αμερικανικάς βάσεις εις την περιοχήν Δανάγκ και Μπιεν Χόα. Κατά τας πρώτας πληροφορίας υπάρχουν θύματα και σοβαραί ζημίαι εις τας εγκαταστάσεις. [1382, 309, 1560, 394]
article-text: ΧΕΡΒΟΥΡΓΟΝ, 3. (Ρόυτερ). — Τό γαλλικόν πλοίον μετέφερε σήμερον φορτίον πυρομαχικών προορισμού διά το Ιράκ. Πηγαί του λιμένος ανέφερον ότι η φόρτωσις έγινεν υπό αυστηράν επιτήρησιν και ότι τό πλοίον αναμένεται να φθάση εις Βασσόραν εντός ολίγων εβδομάδων. Η γαλλική κυβέρνησις επιβεβαίωσε την πώλησιν. [8, 963, 205, 1059]
stuart-box [1004, 1884, 1200, 2042]
section-kicker: ΙΟΡΔΑΝΙΑ ΚΑΤΗΓΟΡΕΙΤΑΙ [244, 968, 381, 980]
story-casino [8, 1990, 204, 2323]
headline-laser-1: ΔΥΝΑΤΗ Η ΚΑΤΑΣΚΕΥΗ [454, 733, 585, 746]
headline-invest-3: ΔΙΑ ΤΑ ΜΕΤΑΛΛΕΙΑ ΚΑΣΣΑΝΔΡΑΣ, ΕΡΜΙΟΝΗΣ [651, 1167, 974, 1184]
article-text: ΣΥΔΝΕΥ, 3. (Ρόυτερ). — Ο κυβερνήτης του αεροπλανοφόρου «Μελβούρνη» υπέβαλε παραίτησιν εκ των τάξεων του ναυτικού, μετά την σύγκρουσιν του σκάφους του μετά αμερικανικού αντιτορπιλλικού. [1008, 966, 1195, 1030]
story-public-works [627, 1372, 998, 1608]
headline-imf-1: ΑΥΞΑΝΟΝΤΑΙ ΥΠΟ ΤΟΥ ΔΙΕΘΝΟΥΣ ΝΟΜΙΣΜΑΤΙΚΟΥ ΤΑΜΕΙΟΥ [28, 1351, 597, 1370]
section-kicker: Η ΚΛΟΠΗ ΤΟΥ ΡΑΝΤΑΡ [250, 735, 375, 747]
section-kicker: ΑΙ ΣΥΝΟΜΙΛΙΑΙ ΕΙΣ ΤΑ ΤΡΙΕΧ [1013, 295, 1171, 307]
headline-winterman-2: ΕΠΕΣΚΕΦΘΗ [1064, 1060, 1139, 1072]
headline-french-1: ΗΜΗΝΙΣΤΕΥΘΗ ΕΙΣ ΓΑΛΛΟΣ ΥΠΑΛΛΗΛΟΣ [668, 894, 956, 909]
story-vietcong [1207, 886, 1560, 1749]
obituary-note: ετών 59 [1485, 2047, 1524, 2058]
story-french-official [627, 894, 998, 1129]
article-text: ΝΕΑ ΥΟΡΚΗ, 3. (Ηνωμ. Τύποι). — Μέγα συνέδριον πραγματοποιείται εις Χιούστων προς εξέτασιν των πορισμάτων των αναλύσεων του σεληνιακού εδάφους. Εις το συνέδριον συμμετέχουν επιστήμονες εκ πολλών χωρών. [425, 809, 613, 884]
article-text: ΑΘΗΝΑΙ, 3. — Τό Διεθνές Νομισματικόν Ταμείον αποφάσισε την αύξησιν των πιστωτικών διευκολύνσεων προς την Ελλάδα. Ο υπουργός Συντονισμού κ. Μακαρέζος ενημερώθη σχετικώς υπό του διοικητού της Τραπέζης τής Ελλάδος κ. Γαλάνη, ο οποίος επέστρεψεν εξ Ουάσιγκτων. [1008, 1106, 1195, 1192]
article-text: ΑΘΗΝΑΙ, 3. — Τό Διεθνές Νομισματικόν Ταμείον αποφάσισε την αύξησιν των πιστωτικών διευκολύνσεων προς την Ελλάδα. Ο υπουργός Συντονισμού κ. Μακαρέζος ενημερώθη σχετικώς υπό του διοικητού της Τραπέζης τής Ελλάδος κ. Γαλάνη, ο οποίος επέστρεψεν εξ Ουάσιγκτων. [1008, 1787, 1195, 1873]
obituary-name: ΕΛΕΝΗΝ ΣΙΦΑΚΡΙΚΑ [1228, 2026, 1299, 2055]
article-text: ΑΘΗΝΑΙ, 3. — Νέας επενδύσεις ύψους 185.000.000 δραχμών θα πραγματοποιήση η εταιρία λιπασμάτων διά την εκμετάλλευσιν των μεταλλείων Κασσάνδρας και Ερμιόνης. Τα έργα θα ολοκληρωθούν εντός της προσεχούς τριετίας. [817, 1427, 998, 1503]
story-kidnap [8, 1898, 617, 1986]
story-vietcong-headline [1004, 829, 1560, 882]
headline-embassy-1: Η ΑΜΕΡΙΚΑΝΙΚΗ ΠΡΕΣΒΕΙΑ [1024, 1207, 1179, 1219]
section-kicker: ΕΙΣ ΤΗΝ ΟΥΔΕΤΕΡΑΝ ΖΩΝΗΝ [1395, 892, 1554, 903]
headline-embassy-2: ΗΡΝΗΘΗ ΝΑ ΔΙΑΒΙΒΑΣΗ [1033, 1221, 1170, 1234]
obituary-intro: Τήν λατρευτήν μας μητέρα καί γιαγιάν [1338, 1985, 1430, 2009]
headline-invest-1: ΝΕΑΣ ΕΠΕΝΔΥΣΕΙΣ ΥΨΟΥΣ 185.000.000 ΔΡΑΧΜ. [646, 1133, 979, 1148]
article-text: ΠΑΡΙΣΙΟΙ, 3. (Άσσ. Πρές.). — Τό περιοδικόν «Άφρικάσια», τό όποίον άντιπροσωπεύει τάς άπόψεις τών άριστερών κύκλων τής Αφρικής είς τήν πρωτεύουσαν, γράφει ότι ό πρόεδρος τής Αιγύπτου κ. Νάσσερ προτιμά τήν πολιτικήν λύσιν τού προβλήματος τής Μέσης Ανατολής διότι δέν θεωρεί έτοιμοπολέμους τάς στρατιωτικάς δυνάμεις του. Κατά τήν έκτίμησιν τών κύκλων αύτών, ό πρόεδρος δέν έχει άκόμη άποκλείσει τό ένδεχόμενον επιτυχίας τών συνομιλιών μεταξύ τών τεσσάρων μεγάλων δυνάμεων, αί όποίαι συνεχίζονται είς Νέαν Υόρκην. Τό περιοδικόν προσθέτει ότι η κατάστασις παραμένει εύθραυστος και ότι ουδέν οριστικόν δύναται να λεχθή. [421, 253, 617, 446]
article-text: ΣΥΔΝΕΥ, 3. (Ρόυτερ). — Ο κυβερνήτης του αεροπλανοφόρου «Μελβούρνη» υπέβαλε παραίτησιν εκ των τάξεων του ναυτικού, μετά την σύγκρουσιν του σκάφους του μετά αμερικανικού αντιτορπιλλικού. [1207, 2183, 1560, 2214]
article-text: ΜΟΣΧΑ, 3. (Άσσ. Πρές.). — Η σοβιετική εφημερίς «Κρασνάγια Ζβεζντά» κατηγορεί την Δυτικήν Γερμανίαν ότι επιχειρεί να επεκτείνη τάς στρατιωτικάς της δραστηριότητας και εις την Άπω Ανατολήν. Κατά την εφημερίδα, γερμανοί αξιωματικοί εστάλησαν εις διαφόρους χώρας τής περιοχής. [421, 167, 617, 253]
story-guarantees [1004, 1753, 1200, 2076]
section-kicker: ΔΗΛΩΣΕΙΣ ΤΟΥ ΣΤΡΑΤΑΡΧΟΥ [1202, 295, 1361, 307]
article-text: ΜΠΑΝΓΚΟΚ, 3. (Άσσ. Πρές.). — Ο αντιπρόεδρος τών Ηνωμένων Πολιτειών κ. Σπύρος Άγκνιου δήλωσε σήμερον ότι είς περίπτωσιν νέας επιθέσεως εις την Ασίαν αί Ηνωμέναι Πολιτείαι θά περιορισθούν εις ναυτικήν και αεροπορικήν στήριξιν τών συμμάχων των. Ο κ. Άγκνιου διευκρίνισε τό δόγμα του προέδρου Νίξον και είπεν ότι αί ασιατικαί χώραι οφείλουν να αναλάβουν την κυρίαν ευθύνην δια την άμυναν των. [1004, 309, 1182, 437]
subheadline-navy: ΔΙΑΘΕΤΕΙ 20 ΣΚΑΦΗ [1044, 934, 1159, 947]
headline-winterman-3: ΤΟΥΣ κ.κ. ΦΘΕΝΑΚΗΝ [1039, 1075, 1164, 1088]
